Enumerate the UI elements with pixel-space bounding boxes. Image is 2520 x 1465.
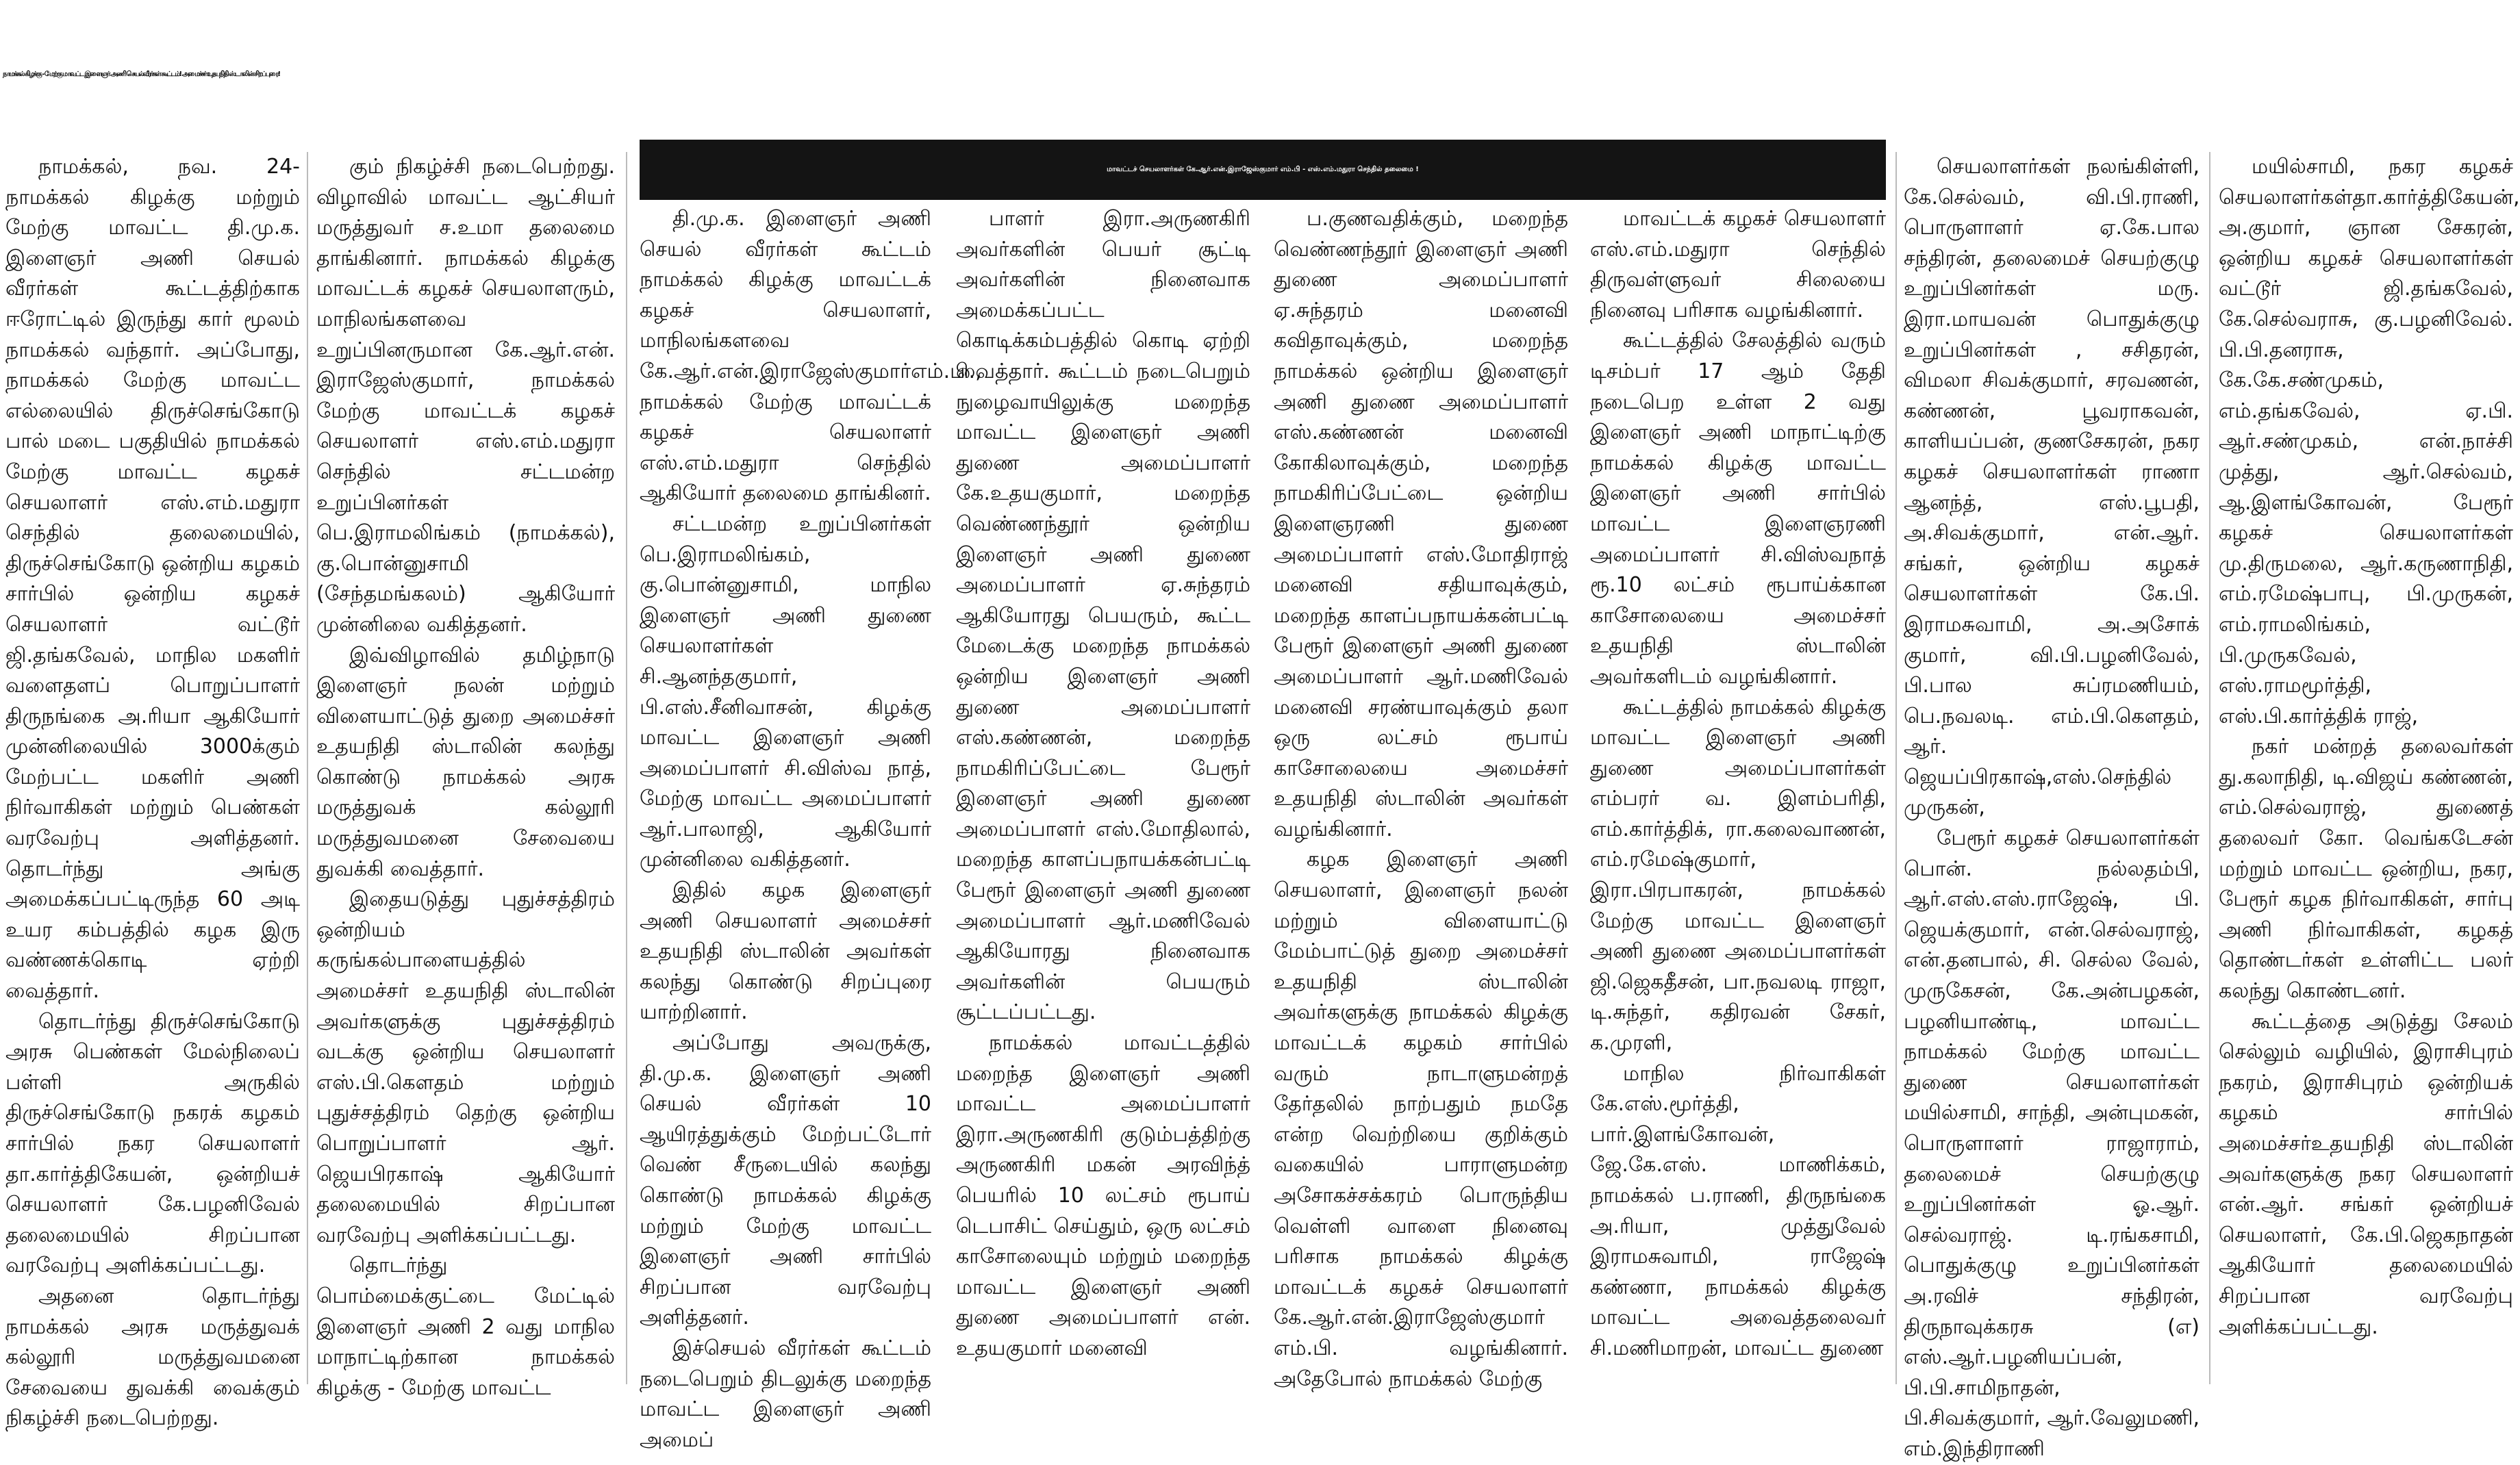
paragraph: தொடர்ந்து திருச்செங்கோடு அரசு பெண்கள் மேல்நிலைப் பள்ளி அருகில் திருச்செங்கோடு நகரக் கழகம் சார்பில் நகர செயலாளர் தா.கார்த்திகேயன், ஒன்றியச் செயலாளர் கே.பழனிவேல் தலைமையில் சிறப்பான வரவேற்பு அளிக்கப்பட்டது. [5, 1009, 300, 1278]
article-column-6 [1590, 204, 1886, 1384]
paragraph: மாவட்டக் கழகச் செயலாளர் எஸ்.எம்.மதுரா செந்தில் திருவள்ளுவர் சிலையை நினைவு பரிசாக வழங்கினார். [1590, 207, 1886, 322]
paragraph: மயில்சாமி, நகர கழகச் செயலாளர்கள்தா.கார்த்திகேயன், அ.குமார், ஞான சேகரன், ஒன்றிய கழகச் செயலாளர்கள் வட்டூர் ஜி.தங்கவேல், கே.செல்வராசு, கு.பழனிவேல். பி.பி.தனராசு, கே.கே.சண்முகம், எம்.தங்கவேல், ஏ.பி. ஆர்.சண்முகம், என்.நாச்சி முத்து, ஆர்.செல்வம், ஆ.இளங்கோவன், பேரூர் கழகச் செயலாளர்கள் மு.திருமலை, ஆர்.கருணாநிதி, எம்.ரமேஷ்பாபு, பி.முருகன், எம்.ராமலிங்கம், பி.முருகவேல், எஸ்.ராமமூர்த்தி, எஸ்.பி.கார்த்திக் ராஜ், [2219, 155, 2520, 728]
column-divider [1895, 152, 1897, 1384]
article-column-1 [5, 152, 300, 1431]
paragraph: மாநில நிர்வாகிகள் கே.எஸ்.மூர்த்தி, பார்.இளங்கோவன், ஜே.கே.எஸ். மாணிக்கம், நாமக்கல் ப.ராணி, திருநங்கை அ.ரியா, முத்துவேல் இராமசுவாமி, ராஜேஷ் கண்ணா, நாமக்கல் கிழக்கு மாவட்ட அவைத்தலைவர் சி.மணிமாறன், மாவட்ட துணை [1590, 1061, 1886, 1360]
paragraph: தொடர்ந்து பொம்மைக்குட்டை மேட்டில் இளைஞர் அணி 2 வது மாநில மாநாட்டிற்கான நாமக்கல் கிழக்கு - மேற்கு மாவட்ட [316, 1253, 615, 1400]
paragraph: சட்டமன்ற உறுப்பினர்கள் பெ.இராமலிங்கம், கு.பொன்னுசாமி, மாநில இளைஞர் அணி துணை செயலாளர்கள் சி.ஆனந்தகுமார், பி.எஸ்.சீனிவாசன், கிழக்கு மாவட்ட இளைஞர் அணி அமைப்பாளர் சி.விஸ்வ நாத், மேற்கு மாவட்ட அமைப்பாளர் ஆர்.பாலாஜி, ஆகியோர் முன்னிலை வகித்தனர். [640, 511, 931, 872]
paragraph: இவ்விழாவில் தமிழ்நாடு இளைஞர் நலன் மற்றும் விளையாட்டுத் துறை அமைச்சர் உதயநிதி ஸ்டாலின் கலந்து கொண்டு நாமக்கல் அரசு மருத்துவக் கல்லூரி மருத்துவமனை சேவையை துவக்கி வைத்தார். [316, 643, 615, 881]
article-column-8 [2219, 152, 2520, 1384]
paragraph: அப்போது அவருக்கு, தி.மு.க. இளைஞர் அணி செயல் வீரர்கள் 10 ஆயிரத்துக்கும் மேற்பட்டோர் வெண் சீருடையில் கலந்து கொண்டு நாமக்கல் கிழக்கு மற்றும் மேற்கு மாவட்ட இளைஞர் அணி சார்பில் சிறப்பான வரவேற்பு அளித்தனர். [640, 1031, 931, 1330]
paragraph: நாமக்கல் மாவட்டத்தில் மறைந்த இளைஞர் அணி மாவட்ட அமைப்பாளர் இரா.அருணகிரி குடும்பத்திற்கு அருணகிரி மகன் அரவிந்த் பெயரில் 10 லட்சம் ரூபாய் டெபாசிட் செய்தும், ஒரு லட்சம் காசோலையும் மற்றும் மறைந்த மாவட்ட இளைஞர் அணி துணை அமைப்பாளர் என். உதயகுமார் மனைவி [956, 1031, 1250, 1360]
subheadline: மாவட்டச் செயலாளர்கள் கே.ஆர்.என்.இராஜேஸ்குமார் எம்.பி - எஸ்.எம்.மதுரா செந்தில் தலைமை ! [1107, 166, 1419, 173]
paragraph: கூட்டத்தில் நாமக்கல் கிழக்கு மாவட்ட இளைஞர் அணி துணை அமைப்பாளர்கள் எம்பரர் வ. இளம்பரிதி, எம்.கார்த்திக், ரா.கலைவாணன், எம்.ரமேஷ்குமார், இரா.பிரபாகரன், நாமக்கல் மேற்கு மாவட்ட இளைஞர் அணி துணை அமைப்பாளர்கள் ஜி.ஜெகதீசன், பா.நவலடி ராஜா, டி.சுந்தர், கதிரவன் சேகர், க.முரளி, [1590, 695, 1886, 1056]
column-divider [626, 152, 627, 1384]
headline: நாமக்கல் கிழக்கு - மேற்கு மாவட்ட இளைஞர் அணி செயல்வீரர்கள் கூட்டம்! அமைச்சர் உதயநிதி ஸ்டாலின் சிறப்புரை! [3, 71, 280, 78]
paragraph: கூட்டத்தில் சேலத்தில் வரும் டிசம்பர் 17 ஆம் தேதி நடைபெற உள்ள 2 வது இளைஞர் அணி மாநாட்டிற்கு நாமக்கல் கிழக்கு மாவட்ட இளைஞர் அணி சார்பில் மாவட்ட இளைஞரணி அமைப்பாளர் சி.விஸ்வநாத் ரூ.10 லட்சம் ரூபாய்க்கான காசோலையை அமைச்சர் உதயநிதி ஸ்டாலின் அவர்களிடம் வழங்கினார். [1590, 329, 1886, 689]
paragraph: அதனை தொடர்ந்து நாமக்கல் அரசு மருத்துவக் கல்லூரி மருத்துவமனை சேவையை துவக்கி வைக்கும் நிகழ்ச்சி நடைபெற்றது. [5, 1284, 300, 1431]
paragraph: இதில் கழக இளைஞர் அணி செயலாளர் அமைச்சர் உதயநிதி ஸ்டாலின் அவர்கள் கலந்து கொண்டு சிறப்புரை யாற்றினார். [640, 878, 931, 1025]
paragraph: பேரூர் கழகச் செயலாளர்கள் பொன். நல்லதம்பி, ஆர்.எஸ்.எஸ்.ராஜேஷ், பி. ஜெயக்குமார், என்.செல்வராஜ், என்.தனபால், சி. செல்ல வேல், முருகேசன், கே.அன்பழகன், பழனியாண்டி, மாவட்ட நாமக்கல் மேற்கு மாவட்ட துணை செயலாளர்கள் மயில்சாமி, சாந்தி, அன்புமகன், பொருளாளர் ராஜாராம், தலைமைச் செயற்குழு உறுப்பினர்கள் ஓ.ஆர். செல்வராஜ். டி.ரங்கசாமி, பொதுக்குழு உறுப்பினர்கள் அ.ரவிச் சந்திரன், திருநாவுக்கரசு (எ) எஸ்.ஆர்.பழனியப்பன், பி.பி.சாமிநாதன், பி.சிவக்குமார், ஆர்.வேலுமணி, எம்.இந்திராணி [1904, 826, 2200, 1461]
column-divider [2209, 152, 2210, 1384]
article-column-4 [956, 204, 1250, 1384]
paragraph: இச்செயல் வீரர்கள் கூட்டம் நடைபெறும் திடலுக்கு மறைந்த மாவட்ட இளைஞர் அணி அமைப் [640, 1336, 931, 1452]
paragraph: கழக இளைஞர் அணி செயலாளர், இளைஞர் நலன் மற்றும் விளையாட்டு மேம்பாட்டுத் துறை அமைச்சர் உதயநிதி ஸ்டாலின் அவர்களுக்கு நாமக்கல் கிழக்கு மாவட்டக் கழகம் சார்பில் வரும் நாடாளுமன்றத் தேர்தலில் நாற்பதும் நமதே என்ற வெற்றியை குறிக்கும் வகையில் பாராளுமன்ற அசோகச்சக்கரம் பொருந்திய வெள்ளி வாளை நினைவு பரிசாக நாமக்கல் கிழக்கு மாவட்டக் கழகச் செயலாளர் கே.ஆர்.என்.இராஜேஸ்குமார் எம்.பி. வழங்கினார். அதேபோல் நாமக்கல் மேற்கு [1274, 848, 1568, 1391]
paragraph: கூட்டத்தை அடுத்து சேலம் செல்லும் வழியில், இராசிபுரம் நகரம், இராசிபுரம் ஒன்றியக் கழகம் சார்பில் அமைச்சர்உதயநிதி ஸ்டாலின் அவர்களுக்கு நகர செயலாளர் என்.ஆர். சங்கர் ஒன்றியச் செயலாளர், கே.பி.ஜெகநாதன் ஆகியோர் தலைமையில் சிறப்பான வரவேற்பு அளிக்கப்பட்டது. [2219, 1009, 2513, 1339]
paragraph: கும் நிகழ்ச்சி நடைபெற்றது. விழாவில் மாவட்ட ஆட்சியர் மருத்துவர் ச.உமா தலைமை தாங்கினார். நாமக்கல் கிழக்கு மாவட்டக் கழகச் செயலாளரும், மாநிலங்களவை உறுப்பினருமான கே.ஆர்.என். இராஜேஸ்குமார், நாமக்கல் மேற்கு மாவட்டக் கழகச் செயலாளர் எஸ்.எம்.மதுரா செந்தில் சட்டமன்ற உறுப்பினர்கள் பெ.இராமலிங்கம் (நாமக்கல்), கு.பொன்னுசாமி (சேந்தமங்கலம்) ஆகியோர் முன்னிலை வகித்தனர். [316, 155, 615, 637]
article-column-5 [1274, 204, 1568, 1391]
article-column-3 [640, 204, 982, 1452]
paragraph: தி.மு.க. இளைஞர் அணி செயல் வீரர்கள் கூட்டம் நாமக்கல் கிழக்கு மாவட்டக் கழகச் செயலாளர், மாநிலங்களவை கே.ஆர்.என்.இராஜேஸ்குமார்எம்.பி., நாமக்கல் மேற்கு மாவட்டக் கழகச் செயலாளர் எஸ்.எம்.மதுரா செந்தில் ஆகியோர் தலைமை தாங்கினர். [640, 207, 982, 506]
paragraph: ப.குணவதிக்கும், மறைந்த வெண்ணந்தூர் இளைஞர் அணி துணை அமைப்பாளர் ஏ.சுந்தரம் மனைவி கவிதாவுக்கும், மறைந்த நாமக்கல் ஒன்றிய இளைஞர் அணி துணை அமைப்பாளர் எஸ்.கண்ணன் மனைவி கோகிலாவுக்கும், மறைந்த நாமகிரிப்பேட்டை ஒன்றிய இளைஞரணி துணை அமைப்பாளர் எஸ்.மோதிராஜ் மனைவி சதியாவுக்கும், மறைந்த காளப்பநாயக்கன்பட்டி பேரூர் இளைஞர் அணி துணை அமைப்பாளர் ஆர்.மணிவேல் மனைவி சரண்யாவுக்கும் தலா ஒரு லட்சம் ரூபாய் காசோலையை அமைச்சர் உதயநிதி ஸ்டாலின் அவர்கள் வழங்கினார். [1274, 207, 1568, 841]
paragraph: செயலாளர்கள் நலங்கிள்ளி, கே.செல்வம், வி.பி.ராணி, பொருளாளர் ஏ.கே.பால சந்திரன், தலைமைச் செயற்குழு உறுப்பினர்கள் மரு. இரா.மாயவன் பொதுக்குழு உறுப்பினர்கள் , சசிதரன், விமலா சிவக்குமார், சரவணன், கண்ணன், பூவராகவன், காளியப்பன், குணசேகரன், நகர கழகச் செயலாளர்கள் ராணா ஆனந்த், எஸ்.பூபதி, அ.சிவக்குமார், என்.ஆர். சங்கர், ஒன்றிய கழகச் செயலாளர்கள் கே.பி. இராமசுவாமி, அ.அசோக் குமார், வி.பி.பழனிவேல், பி.பால சுப்ரமணியம், பெ.நவலடி. எம்.பி.கௌதம், ஆர். ஜெயப்பிரகாஷ்,எஸ்.செந்தில் முருகன், [1904, 155, 2200, 820]
paragraph: நாமக்கல், நவ. 24- நாமக்கல் கிழக்கு மற்றும் மேற்கு மாவட்ட தி.மு.க. இளைஞர் அணி செயல் வீரர்கள் கூட்டத்திற்காக ஈரோட்டில் இருந்து கார் மூலம் நாமக்கல் வந்தார். அப்போது, நாமக்கல் மேற்கு மாவட்ட எல்லையில் திருச்செங்கோடு பால் மடை பகுதியில் நாமக்கல் மேற்கு மாவட்ட கழகச் செயலாளர் எஸ்.எம்.மதுரா செந்தில் தலைமையில், திருச்செங்கோடு ஒன்றிய கழகம் சார்பில் ஒன்றிய கழகச் செயலாளர் வட்டூர் ஜி.தங்கவேல், மாநில மகளிர் வளைதளப் பொறுப்பாளர் திருநங்கை அ.ரியா ஆகியோர் முன்னிலையில் 3000க்கும் மேற்பட்ட மகளிர் அணி நிர்வாகிகள் மற்றும் பெண்கள் வரவேற்பு அளித்தனர். தொடர்ந்து அங்கு அமைக்கப்பட்டிருந்த 60 அடி உயர கம்பத்தில் கழக இரு வண்ணக்கொடி ஏற்றி வைத்தார். [5, 155, 300, 1004]
column-divider [307, 152, 308, 1384]
paragraph: இதையடுத்து புதுச்சத்திரம் ஒன்றியம் கருங்கல்பாளையத்தில் அமைச்சர் உதயநிதி ஸ்டாலின் அவர்களுக்கு புதுச்சத்திரம் வடக்கு ஒன்றிய செயலாளர் எஸ்.பி.கௌதம் மற்றும் புதுச்சத்திரம் தெற்கு ஒன்றிய பொறுப்பாளர் ஆர். ஜெயபிரகாஷ் ஆகியோர் தலைமையில் சிறப்பான வரவேற்பு அளிக்கப்பட்டது. [316, 887, 615, 1247]
article-column-7 [1904, 152, 2200, 1461]
paragraph: பாளர் இரா.அருணகிரி அவர்களின் பெயர் சூட்டி அவர்களின் நினைவாக அமைக்கப்பட்ட கொடிக்கம்பத்தில் கொடி ஏற்றி வைத்தார். கூட்டம் நடைபெறும் நுழைவாயிலுக்கு மறைந்த மாவட்ட இளைஞர் அணி துணை அமைப்பாளர் கே.உதயகுமார், மறைந்த வெண்ணந்தூர் ஒன்றிய இளைஞர் அணி துணை அமைப்பாளர் ஏ.சுந்தரம் ஆகியோரது பெயரும், கூட்ட மேடைக்கு மறைந்த நாமக்கல் ஒன்றிய இளைஞர் அணி துணை அமைப்பாளர் எஸ்.கண்ணன், மறைந்த நாமகிரிப்பேட்டை பேரூர் இளைஞர் அணி துணை அமைப்பாளர் எஸ்.மோதிலால், மறைந்த காளப்பநாயக்கன்பட்டி பேரூர் இளைஞர் அணி துணை அமைப்பாளர் ஆர்.மணிவேல் ஆகியோரது நினைவாக அவர்களின் பெயரும் சூட்டப்பட்டது. [956, 207, 1250, 1025]
article-column-2 [316, 152, 615, 1400]
subheadline-bar [640, 140, 1886, 200]
paragraph: நகர் மன்றத் தலைவர்கள் து.கலாநிதி, டி.விஜய் கண்ணன், எம்.செல்வராஜ், துணைத் தலைவர் கோ. வெங்கடேசன் மற்றும் மாவட்ட ஒன்றிய, நகர, பேரூர் கழக நிர்வாகிகள், சார்பு அணி நிர்வாகிகள், கழகத் தொண்டர்கள் உள்ளிட்ட பலர் கலந்து கொண்டனர். [2219, 735, 2513, 1004]
